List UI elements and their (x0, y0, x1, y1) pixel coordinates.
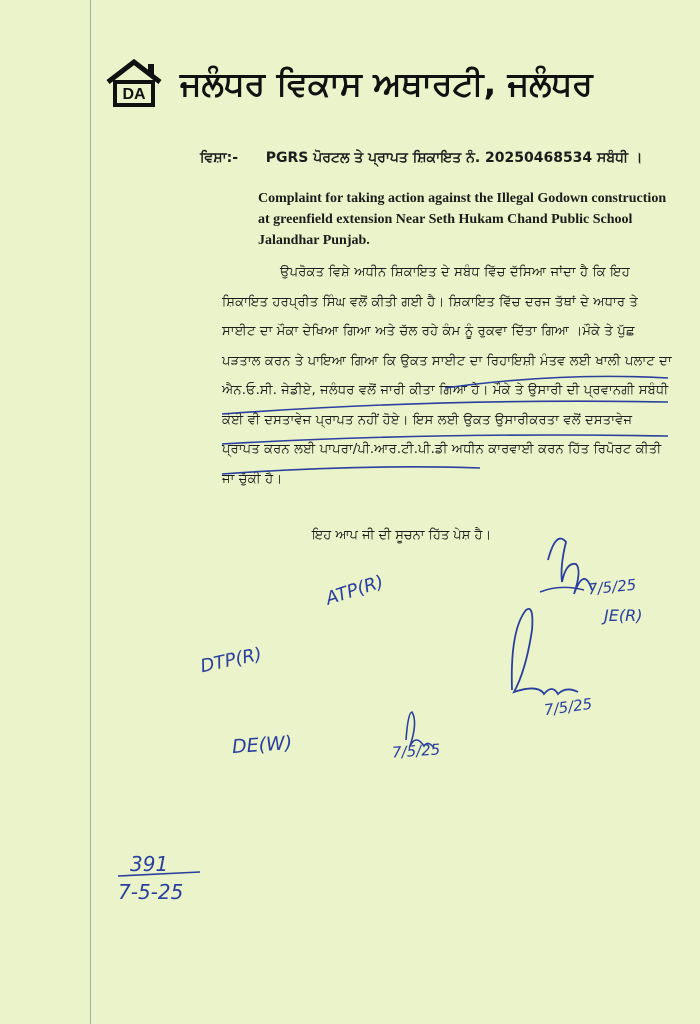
handwritten-je: JE(R) (604, 606, 643, 625)
handwritten-date-bottom: 7-5-25 (118, 880, 184, 904)
handwritten-dtp: DTP(R) (198, 643, 264, 678)
handwritten-number: 391 (130, 852, 169, 876)
handwritten-date-low: 7/5/25 (391, 740, 441, 762)
complaint-title: Complaint for taking action against the Illegal Godown construction at greenfield extension Near Seth Hukam Chand Public School Jalandhar Punjab. (258, 191, 667, 248)
handwritten-date-top: 7/5/25 (587, 575, 638, 599)
subject-label: ਵਿਸ਼ਾ:- (200, 150, 239, 166)
logo-text: DA (122, 86, 146, 103)
body-paragraph: ਉਪਰੋਕਤ ਵਿਸ਼ੇ ਅਧੀਨ ਸ਼ਿਕਾਇਤ ਦੇ ਸਬੰਧ ਵਿੱਚ ਦੱਸਿਆ ਜਾਂਦਾ ਹੈ ਕਿ ਇਹ ਸ਼ਿਕਾਇਤ ਹਰਪ੍ਰੀਤ ਸਿੰਘ ਵਲੋਂ ਕੀਤੀ ਗਈ ਹੈ। ਸ਼ਿਕਾਇਤ ਵਿੱਚ ਦਰਜ ਤੱਥਾਂ ਦੇ ਅਧਾਰ ਤੇ ਸਾਈਟ ਦਾ ਮੌਕਾ ਦੇਖਿਆ ਗਿਆ ਅਤੇ ਚੱਲ ਰਹੇ ਕੰਮ ਨੂੰ ਰੁਕਵਾ ਦਿੱਤਾ ਗਿਆ ।ਮੌਕੇ ਤੇ ਪੁੱਛ ਪੜਤਾਲ ਕਰਨ ਤੇ ਪਾਇਆ ਗਿਆ ਕਿ ਉਕਤ ਸਾਈਟ ਦਾ ਰਿਹਾਇਸ਼ੀ ਮੰਤਵ ਲਈ ਖਾਲੀ ਪਲਾਟ ਦਾ ਐਨ.ਓ.ਸੀ. ਜੇਡੀਏ, ਜਲੰਧਰ ਵਲੋਂ ਜਾਰੀ ਕੀਤਾ ਗਿਆ ਹੈ। ਮੌਕੇ ਤੇ ਉਸਾਰੀ ਦੀ ਪ੍ਰਵਾਨਗੀ ਸਬੰਧੀ ਕੋਈ ਵੀ ਦਸਤਾਵੇਜ ਪ੍ਰਾਪਤ ਨਹੀਂ ਹੋਏ। ਇਸ ਲਈ ਉਕਤ ਉਸਾਰੀਕਰਤਾ ਵਲੋਂ ਦਸਤਾਵੇਜ ਪ੍ਰਾਪਤ ਕਰਨ ਲਈ ਪਾਪਰਾ/ਪੀ.ਆਰ.ਟੀ.ਪੀ.ਡੀ ਅਧੀਨ ਕਾਰਵਾਈ ਕਰਨ ਹਿੱਤ ਰਿਪੋਰਟ ਕੀਤੀ ਜਾ ਚੁੱਕੀ ਹੈ। (222, 265, 672, 487)
handwritten-de: DE(W) (231, 731, 293, 759)
closing-line: ਇਹ ਆਪ ਜੀ ਦੀ ਸੂਚਨਾ ਹਿੱਤ ਪੇਸ਼ ਹੈ। (312, 528, 492, 543)
handwritten-date-mid: 7/5/25 (542, 694, 594, 720)
page-title: ਜਲੰਧਰ ਵਿਕਾਸ ਅਥਾਰਟੀ, ਜਲੰਧਰ (180, 64, 593, 103)
handwritten-atp: ATP(R) (323, 571, 387, 610)
subject-text: PGRS ਪੋਰਟਲ ਤੇ ਪ੍ਰਾਪਤ ਸ਼ਿਕਾਇਤ ਨੰ. 20250468534 ਸਬੰਧੀ । (265, 150, 643, 166)
